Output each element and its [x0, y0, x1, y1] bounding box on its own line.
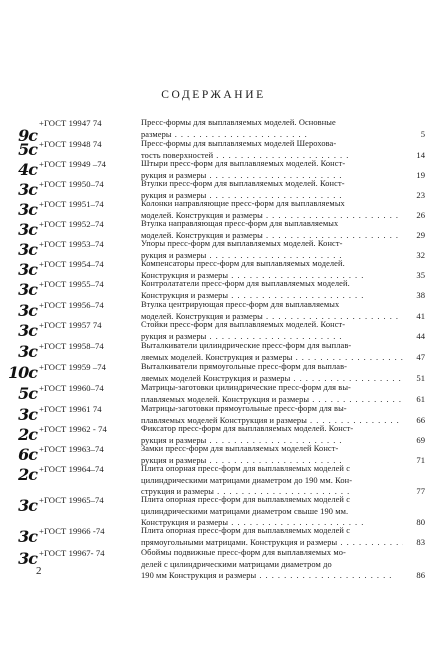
entry-page-number: 38 — [416, 289, 425, 300]
entry-title — [141, 494, 403, 529]
standard-code: +ГОСТ 19947 74 — [39, 118, 102, 128]
entry-title-line: Стойки пресс-форм для выплавляемых моделей. Конст- — [141, 320, 346, 329]
standard-code: +ГОСТ 19967- 74 — [39, 548, 105, 558]
entry-title-line: Втулка центрирующая пресс-форм для выплавляемых — [141, 300, 340, 309]
handwritten-mark: 3с — [18, 260, 37, 279]
handwritten-mark: 10с — [7, 363, 37, 382]
handwritten-mark: 4с — [18, 160, 37, 179]
entry-title-line: рукция и размеры . . — [141, 331, 403, 343]
handwritten-mark: 2с — [18, 465, 37, 484]
entry-title-line: Матрицы-заготовки прямоугольные пресс-форм для вы- — [141, 404, 347, 413]
entry-title-line: Выталкиватели цилиндрические пресс-форм для выплав- — [141, 341, 352, 350]
standard-code: +ГОСТ 19952–74 — [39, 219, 104, 229]
entry-page-number: 47 — [416, 351, 425, 362]
entry-title-line: Матрицы-заготовки цилиндрические пресс-форм для вы- — [141, 383, 351, 392]
entry-title-line: прямоугольными матрицами. Конструкция и размеры . . — [141, 537, 403, 549]
entry-title — [141, 340, 403, 363]
entry-page-number: 77 — [416, 486, 425, 497]
standard-code: +ГОСТ 19959 –74 — [39, 362, 107, 372]
entry-title-line: моделей. Конструкция и размеры . . — [141, 311, 403, 323]
entry-page-number: 44 — [416, 330, 425, 341]
entry-title-line: Выталкиватели прямоугольные пресс-форм для выплав- — [141, 362, 348, 371]
entry-title-line: ляемых моделей Конструкция и размеры . . — [141, 373, 403, 385]
standard-code: +ГОСТ 19950–74 — [39, 179, 104, 189]
entry-title-line: Пресс-формы для выплавляемых моделей Шерохова- — [141, 139, 337, 148]
entry-title — [141, 361, 403, 384]
standard-code: +ГОСТ 19961 74 — [39, 404, 102, 414]
standard-code: +ГОСТ 19957 74 — [39, 320, 102, 330]
entry-page-number: 80 — [416, 517, 425, 528]
entry-title-line: размеры . . — [141, 129, 403, 141]
handwritten-mark: 3с — [18, 280, 37, 299]
entry-page-number: 83 — [416, 536, 425, 547]
entry-title-line: Втулка направляющая пресс-форм для выплавляемых — [141, 219, 339, 228]
entry-page-number: 51 — [416, 372, 425, 383]
entry-title-line: плавляемых моделей Конструкция и размеры . . — [141, 415, 403, 427]
entry-title-line: моделей. Конструкция и размеры . . — [141, 210, 403, 222]
handwritten-mark: 3с — [18, 496, 37, 515]
standard-code: +ГОСТ 19956–74 — [39, 300, 104, 310]
entry-page-number: 29 — [416, 229, 425, 240]
handwritten-mark: 3с — [18, 549, 37, 568]
entry-title-line: Плита опорная пресс-форм для выплавляемых моделей с — [141, 495, 351, 504]
entry-title-line: Плита опорная пресс-форм для выплавляемых моделей с — [141, 526, 351, 535]
entry-title-line: рукция и размеры . . — [141, 250, 403, 262]
entry-title — [141, 319, 403, 342]
entry-title-line: Замки пресс-форм для выплавляемых моделей Конст- — [141, 444, 339, 453]
standard-code: +ГОСТ 19951–74 — [39, 199, 104, 209]
entry-page-number: 32 — [416, 249, 425, 260]
handwritten-mark: 3с — [18, 220, 37, 239]
handwritten-mark: 3с — [18, 321, 37, 340]
entry-title-line: 190 мм Конструкция и размеры . . — [141, 570, 403, 582]
handwritten-mark: 2с — [18, 425, 37, 444]
entry-title-line: плавляемых моделей. Конструкция и размеры . . — [141, 394, 403, 406]
entry-title-line: рукция и размеры . . — [141, 190, 403, 202]
entry-page-number: 5 — [420, 128, 425, 139]
entry-title-line: моделей. Конструкция и размеры . . — [141, 230, 403, 242]
entry-title-line: Конструкция и размеры . . — [141, 517, 403, 529]
handwritten-mark: 3с — [18, 200, 37, 219]
handwritten-mark: 6с — [18, 445, 37, 464]
entry-title-line: Пресс-формы для выплавляемых моделей. Основные — [141, 118, 336, 127]
entry-page-number: 86 — [416, 570, 425, 581]
handwritten-mark: 3с — [18, 527, 37, 546]
standard-code: +ГОСТ 19948 74 — [39, 139, 102, 149]
entry-title-line: Втулки пресс-форм для выплавляемых моделей. Конст- — [141, 179, 345, 188]
entry-title-line: Компенсаторы пресс-форм для выплавляемых моделей. — [141, 259, 345, 268]
entry-title — [141, 117, 403, 140]
handwritten-mark: 3с — [18, 405, 37, 424]
entry-page-number: 41 — [416, 310, 425, 321]
entry-title-line: Плита опорная пресс-форм для выплавляемых моделей с — [141, 464, 351, 473]
standard-code: +ГОСТ 19960–74 — [39, 383, 104, 393]
entry-page-number: 69 — [416, 434, 425, 445]
entry-title-line: Конструкция и размеры . . — [141, 270, 403, 282]
page-number: 2 — [36, 565, 42, 577]
entry-title-line: струкция и размеры . . — [141, 486, 403, 498]
entry-page-number: 26 — [416, 209, 425, 220]
entry-page-number: 35 — [416, 269, 425, 280]
standard-code: +ГОСТ 19955–74 — [39, 279, 104, 289]
entry-title — [141, 525, 403, 548]
entry-title-line: Фиксатор пресс-форм для выплавляемых моделей. Конст- — [141, 424, 354, 433]
entry-title — [141, 382, 403, 405]
entry-title-line: рукция и размеры . . — [141, 435, 403, 447]
entry-title-line: Штыри пресс-форм для выплавляемых моделей. Конст- — [141, 159, 346, 168]
standard-code: +ГОСТ 19962 - 74 — [39, 424, 107, 434]
entry-title — [141, 463, 403, 498]
entry-title-line: Обоймы подвижные пресс-форм для выплавляемых мо- — [141, 548, 346, 557]
entry-title-line: ляемых моделей. Конструкция и размеры . . — [141, 352, 403, 364]
standard-code: +ГОСТ 19953–74 — [39, 239, 104, 249]
entry-title-line: рукция и размеры . . — [141, 455, 403, 467]
entry-page-number: 61 — [416, 393, 425, 404]
handwritten-mark: 3с — [18, 240, 37, 259]
entry-title-line: Колонки направляющие пресс-форм для выплавляемых — [141, 199, 345, 208]
standard-code: +ГОСТ 19965–74 — [39, 495, 104, 505]
entry-page-number: 66 — [416, 414, 425, 425]
handwritten-mark: 3с — [18, 301, 37, 320]
page-title: СОДЕРЖАНИЕ — [161, 89, 266, 101]
entry-title-line: рукция и размеры . . — [141, 170, 403, 182]
entry-title-line: цилиндрическими матрицами диаметром до 190 мм. Кон- — [141, 475, 353, 485]
entry-title-line: тость поверхностей . . — [141, 150, 403, 162]
handwritten-mark: 3с — [18, 342, 37, 361]
standard-code: +ГОСТ 19963–74 — [39, 444, 104, 454]
entry-title — [141, 547, 403, 582]
entry-page-number: 23 — [416, 189, 425, 200]
handwritten-mark: 5с — [18, 140, 37, 159]
entry-title-line: цилиндрическими матрицами диаметром свыше 190 мм. — [141, 506, 349, 516]
handwritten-mark: 3с — [18, 180, 37, 199]
entry-title-line: Конструкция и размеры . . — [141, 290, 403, 302]
standard-code: +ГОСТ 19966 -74 — [39, 526, 105, 536]
entry-title-line: делей с цилиндрическими матрицами диаметром до — [141, 559, 332, 569]
standard-code: +ГОСТ 19958–74 — [39, 341, 104, 351]
standard-code: +ГОСТ 19954–74 — [39, 259, 104, 269]
entry-title-line: Упоры пресс-форм для выплавляемых моделей. Конст- — [141, 239, 343, 248]
handwritten-mark: 9с — [18, 126, 37, 145]
entry-title — [141, 278, 403, 301]
entry-page-number: 71 — [416, 454, 425, 465]
entry-page-number: 14 — [416, 149, 425, 160]
entry-page-number: 19 — [416, 169, 425, 180]
standard-code: +ГОСТ 19949 –74 — [39, 159, 107, 169]
standard-code: +ГОСТ 19964–74 — [39, 464, 104, 474]
handwritten-mark: 5с — [18, 384, 37, 403]
entry-title-line: Контролататели пресс-форм для выплавляемых моделей. — [141, 279, 350, 288]
